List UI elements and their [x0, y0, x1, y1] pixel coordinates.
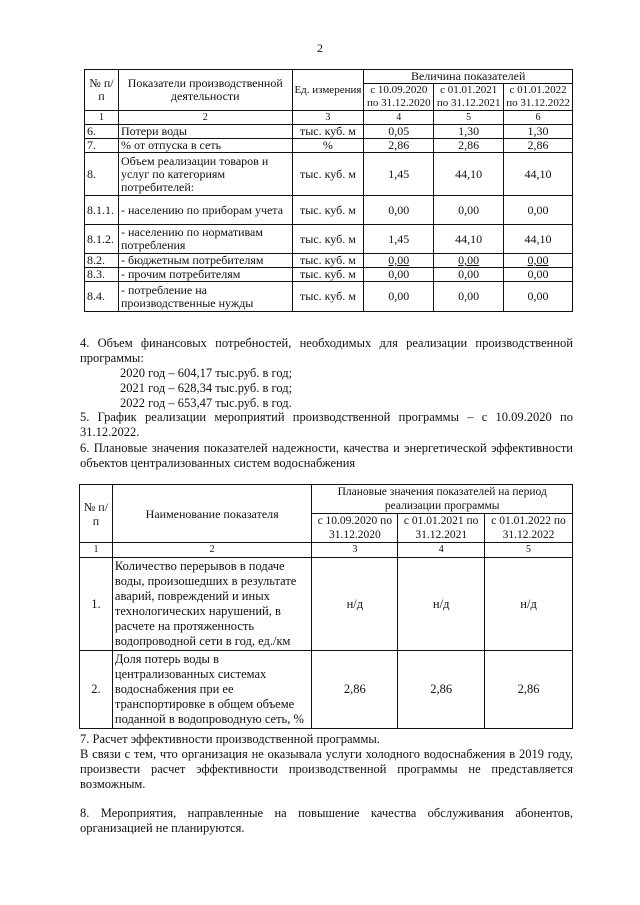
table2-header-row — [80, 485, 573, 514]
table1-colnum: 4 — [364, 111, 434, 125]
row-name: Доля потерь воды в централизованных системах водоснабжения при ее транспортировке в общем объеме поданной в водопроводную сеть, % — [112, 651, 312, 729]
table2-colnum: 5 — [485, 543, 573, 558]
row-value-2020: 0,00 — [364, 196, 434, 225]
row-unit: тыс. куб. м — [292, 153, 364, 196]
row-value-2022: 2,86 — [504, 139, 573, 153]
row-num: 8.2. — [85, 254, 119, 268]
row-value-2021: 0,00 — [434, 196, 504, 225]
row-value-2021: 0,00 — [434, 268, 504, 282]
table2-period-3: с 01.01.2022 по 31.12.2022 — [485, 514, 573, 543]
row-value-2022: 0,00 — [504, 196, 573, 225]
row-num: 7. — [85, 139, 119, 153]
table1-colnum: 5 — [434, 111, 504, 125]
section-4-text: 4. Объем финансовых потребностей, необходимых для реализации производственной программы: — [80, 336, 573, 365]
table1-header-unit: Ед. измерения — [292, 70, 364, 111]
row-name: % от отпуска в сеть — [118, 139, 292, 153]
page-number: 2 — [317, 41, 323, 55]
row-value-2020: 0,00 — [364, 254, 434, 268]
table2-colnum-row — [80, 543, 573, 558]
table1-period-2: с 01.01.2021 по 31.12.2021 — [434, 84, 504, 111]
row-value-2021: н/д — [398, 558, 485, 651]
row-value-2022: 44,10 — [504, 225, 573, 254]
table-row — [85, 282, 573, 312]
table1-colnum: 2 — [118, 111, 292, 125]
table2-header-group: Плановые значения показателей на период реализации программы — [312, 485, 573, 514]
table1-header-row — [85, 70, 573, 84]
table1-period-1: с 10.09.2020 по 31.12.2020 — [364, 84, 434, 111]
row-num: 8.1.2. — [85, 225, 119, 254]
table-row — [85, 139, 573, 153]
row-unit: тыс. куб. м — [292, 268, 364, 282]
row-name: - прочим потребителям — [118, 268, 292, 282]
table-row — [85, 225, 573, 254]
row-value-2020: н/д — [312, 558, 398, 651]
row-num: 2. — [80, 651, 113, 729]
row-name: - потребление на производственные нужды — [118, 282, 292, 312]
section-8: 8. Мероприятия, направленные на повышение качества обслуживания абонентов, организацией не планируются. — [80, 806, 573, 835]
row-value-2020: 1,45 — [364, 225, 434, 254]
table2-colnum: 3 — [312, 543, 398, 558]
table2-period-2: с 01.01.2021 по 31.12.2021 — [398, 514, 485, 543]
section-5: 5. График реализации мероприятий производственной программы – с 10.09.2020 по 31.12.2022. — [80, 410, 573, 439]
section-6: 6. Плановые значения показателей надежности, качества и энергетической эффективности объектов централизованных систем водоснабжения — [80, 441, 573, 470]
row-name: Объем реализации товаров и услуг по категориям потребителей: — [118, 153, 292, 196]
table2-period-1: с 10.09.2020 по 31.12.2020 — [312, 514, 398, 543]
section-7 — [80, 732, 573, 792]
table1-colnum: 3 — [292, 111, 364, 125]
table-row — [85, 125, 573, 139]
row-value-2022: н/д — [485, 558, 573, 651]
row-name: - населению по приборам учета — [118, 196, 292, 225]
table2-header-name: Наименование показателя — [112, 485, 312, 543]
row-value-2020: 2,86 — [364, 139, 434, 153]
row-unit: тыс. куб. м — [292, 196, 364, 225]
table-row — [80, 558, 573, 651]
row-num: 8. — [85, 153, 119, 196]
row-value-2020: 1,45 — [364, 153, 434, 196]
table1-colnum: 6 — [504, 111, 573, 125]
row-value-2022: 44,10 — [504, 153, 573, 196]
row-name: - бюджетным потребителям — [118, 254, 292, 268]
row-value-2022: 1,30 — [504, 125, 573, 139]
row-num: 8.3. — [85, 268, 119, 282]
section-4-year-2022: 2022 год – 653,47 тыс.руб. в год. — [120, 396, 292, 410]
row-unit: тыс. куб. м — [292, 225, 364, 254]
row-value-2021: 2,86 — [434, 139, 504, 153]
row-value-2020: 0,00 — [364, 282, 434, 312]
table-row — [85, 196, 573, 225]
row-unit: тыс. куб. м — [292, 254, 364, 268]
row-unit: тыс. куб. м — [292, 125, 364, 139]
table-row — [80, 651, 573, 729]
row-value-2021: 44,10 — [434, 153, 504, 196]
row-name: Потери воды — [118, 125, 292, 139]
row-value-2022: 0,00 — [504, 268, 573, 282]
row-value-2022: 0,00 — [504, 254, 573, 268]
row-num: 1. — [80, 558, 113, 651]
table2-colnum: 1 — [80, 543, 113, 558]
row-name: - населению по нормативам потребления — [118, 225, 292, 254]
section-4 — [80, 336, 573, 411]
table2-header-num: № п/п — [80, 485, 113, 543]
row-value-2021: 0,00 — [434, 254, 504, 268]
section-4-year-2020: 2020 год – 604,17 тыс.руб. в год; — [120, 366, 293, 380]
section-7-title: 7. Расчет эффективности производственной программы. — [80, 732, 380, 746]
row-value-2021: 2,86 — [398, 651, 485, 729]
section-4-year-2021: 2021 год – 628,34 тыс.руб. в год; — [120, 381, 293, 395]
row-value-2021: 1,30 — [434, 125, 504, 139]
table2-colnum: 4 — [398, 543, 485, 558]
table2-colnum: 2 — [112, 543, 312, 558]
row-value-2021: 0,00 — [434, 282, 504, 312]
table1-header-value-group: Величина показателей — [364, 70, 573, 84]
row-name: Количество перерывов в подаче воды, произошедших в результате аварий, повреждений и иных технологических нарушений, в расчете на протяженность водопроводной сети в год, ед./км — [112, 558, 312, 651]
row-value-2020: 0,00 — [364, 268, 434, 282]
table1-period-3: с 01.01.2022 по 31.12.2022 — [504, 84, 573, 111]
reliability-indicators-table — [79, 484, 573, 729]
row-num: 8.4. — [85, 282, 119, 312]
table-row — [85, 153, 573, 196]
table1-colnum: 1 — [85, 111, 119, 125]
row-value-2020: 2,86 — [312, 651, 398, 729]
row-num: 8.1.1. — [85, 196, 119, 225]
row-unit: тыс. куб. м — [292, 282, 364, 312]
table-row — [85, 268, 573, 282]
table1-header-indicators: Показатели производственной деятельности — [118, 70, 292, 111]
section-7-text: В связи с тем, что организация не оказывала услуги холодного водоснабжения в 2019 году, произвести расчет эффективности производственной программы не представляется возможным. — [80, 747, 573, 791]
row-num: 6. — [85, 125, 119, 139]
row-value-2020: 0,05 — [364, 125, 434, 139]
table1-header-num: № п/п — [85, 70, 119, 111]
row-value-2022: 2,86 — [485, 651, 573, 729]
production-indicators-table — [84, 69, 573, 312]
table1-colnum-row — [85, 111, 573, 125]
row-value-2021: 44,10 — [434, 225, 504, 254]
row-unit: % — [292, 139, 364, 153]
table-row — [85, 254, 573, 268]
row-value-2022: 0,00 — [504, 282, 573, 312]
